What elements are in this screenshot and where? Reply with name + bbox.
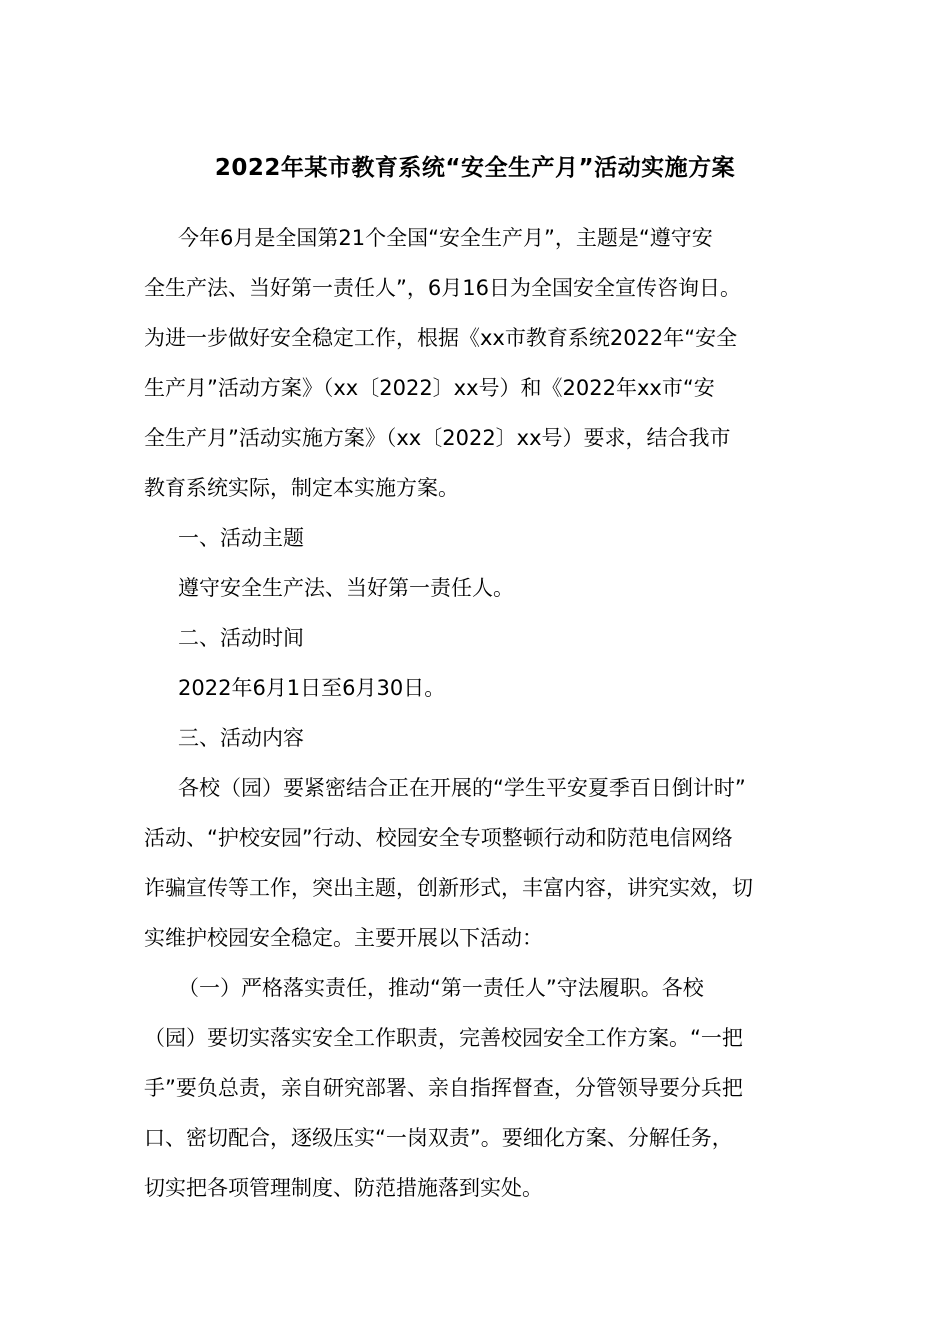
- document-title: 2022年某市教育系统“安全生产月”活动实施方案: [214, 155, 736, 181]
- section-heading: 一、活动主题: [178, 526, 304, 550]
- body-line: 切实把各项管理制度、防范措施落到实处。: [144, 1176, 543, 1200]
- body-line: 各校（园）要紧密结合正在开展的“学生平安夏季百日倒计时”: [178, 776, 746, 800]
- body-line: 全生产月”活动实施方案》（xx〔2022〕xx号）要求，结合我市: [144, 426, 731, 450]
- body-line: 手”要负总责，亲自研究部署、亲自指挥督查，分管领导要分兵把: [144, 1076, 743, 1100]
- body-line: 生产月”活动方案》（xx〔2022〕xx号）和《2022年xx市“安: [144, 376, 715, 400]
- body-line: （园）要切实落实安全工作职责，完善校园安全工作方案。“一把: [144, 1026, 743, 1050]
- body-line: 全生产法、当好第一责任人”，6月16日为全国安全宣传咨询日。: [144, 276, 741, 300]
- body-line: 诈骗宣传等工作，突出主题，创新形式，丰富内容，讲究实效，切: [144, 876, 753, 900]
- body-line: 活动、“护校安园”行动、校园安全专项整顿行动和防范电信网络: [144, 826, 733, 850]
- document-body: [144, 213, 810, 1213]
- body-line: 口、密切配合，逐级压实“一岗双责”。要细化方案、分解任务，: [144, 1126, 733, 1150]
- body-line: 为进一步做好安全稳定工作，根据《xx市教育系统2022年“安全: [144, 326, 738, 350]
- body-line: 遵守安全生产法、当好第一责任人。: [178, 576, 514, 600]
- section-heading: 三、活动内容: [178, 726, 304, 750]
- body-line: （一）严格落实责任，推动“第一责任人”守法履职。各校: [178, 976, 704, 1000]
- body-line: 教育系统实际，制定本实施方案。: [144, 476, 459, 500]
- body-line: 2022年6月1日至6月30日。: [178, 676, 446, 700]
- section-heading: 二、活动时间: [178, 626, 304, 650]
- body-line: 今年6月是全国第21个全国“安全生产月”，主题是“遵守安: [178, 226, 713, 250]
- body-line: 实维护校园安全稳定。主要开展以下活动：: [144, 926, 543, 950]
